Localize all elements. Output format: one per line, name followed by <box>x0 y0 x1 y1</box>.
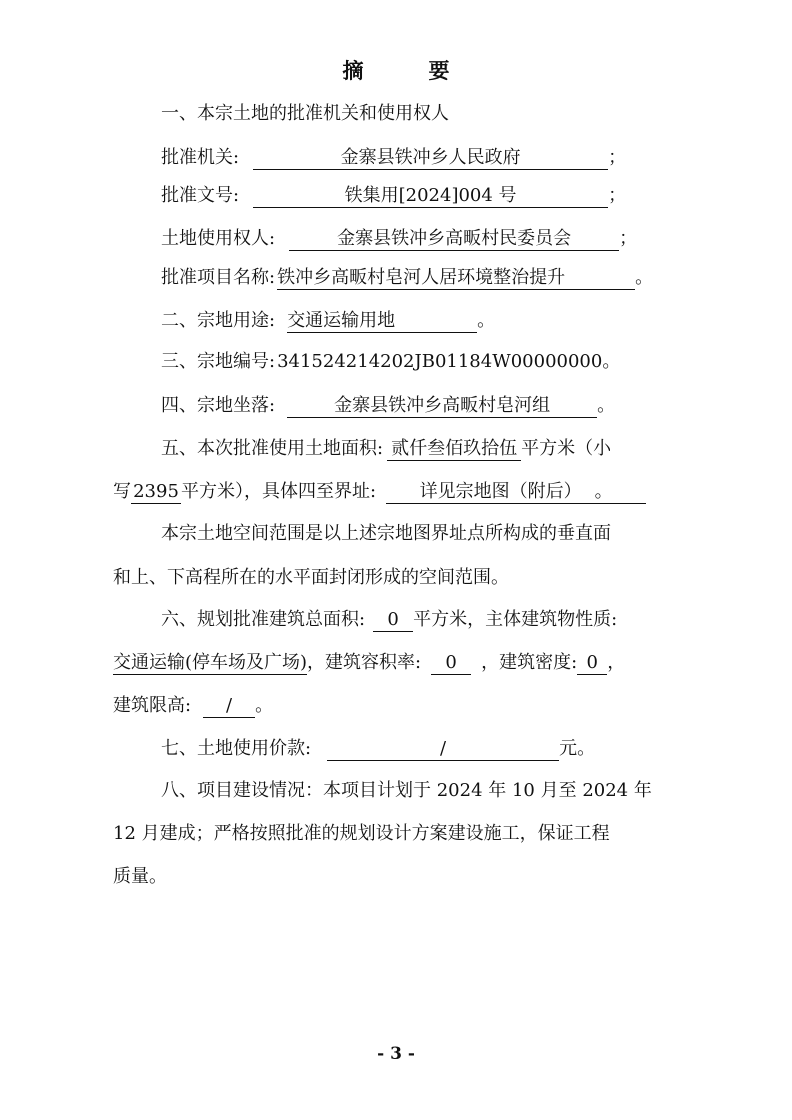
boundary-end: 。 <box>594 481 613 502</box>
height-limit-label: 建筑限高: <box>113 695 192 716</box>
parcel-number-end: 。 <box>602 351 621 372</box>
project-name-value: 铁冲乡高畈村皂河人居环境整治提升 <box>277 267 635 290</box>
land-area-label: 五、本次批准使用土地面积: <box>161 438 384 459</box>
land-user-row <box>161 227 637 251</box>
height-limit-value: / <box>203 695 255 718</box>
land-price-row <box>161 737 595 761</box>
section-1-heading: 一、本宗土地的批准机关和使用权人 <box>161 103 449 124</box>
land-use-label: 二、宗地用途: <box>161 310 276 331</box>
planning-nature-label: 平方米，主体建筑物性质: <box>413 609 618 630</box>
boundary-label: 平方米），具体四至界址: <box>181 481 377 502</box>
density-end: ， <box>607 652 626 673</box>
page-number: - 3 - <box>377 1044 415 1064</box>
scope-line-2: 和上、下高程所在的水平面封闭形成的空间范围。 <box>113 567 509 588</box>
planning-area-label: 六、规划批准建筑总面积: <box>161 609 366 630</box>
approval-org-row <box>161 146 626 170</box>
height-limit-end: 。 <box>255 695 274 716</box>
approval-no-label: 批准文号: <box>161 185 240 206</box>
location-value: 金寨县铁冲乡高畈村皂河组 <box>287 395 597 418</box>
parcel-number-value: 341524214202JB01184W00000000 <box>277 351 603 372</box>
project-name-row <box>161 266 653 290</box>
height-limit-row <box>113 694 273 718</box>
approval-no-value: 铁集用[2024]004 号 <box>253 185 608 208</box>
far-value: 0 <box>431 652 471 675</box>
construction-line-3: 质量。 <box>113 866 167 887</box>
density-value: 0 <box>577 652 607 675</box>
land-price-value: / <box>327 738 559 761</box>
approval-org-label: 批准机关: <box>161 147 240 168</box>
land-user-value: 金寨县铁冲乡高畈村民委员会 <box>289 228 619 251</box>
planning-area-value: 0 <box>373 609 413 632</box>
land-user-end: ； <box>619 228 638 249</box>
land-area-lower-prefix: 写 <box>113 481 131 502</box>
land-area-unit-text: 平方米（小 <box>521 438 612 459</box>
project-name-label: 批准项目名称: <box>161 267 276 288</box>
land-price-unit: 元。 <box>559 738 596 759</box>
scope-line-1: 本宗土地空间范围是以上述宗地图界址点所构成的垂直面 <box>161 523 611 544</box>
land-area-upper: 贰仟叁佰玖拾伍 <box>387 438 521 461</box>
land-area-lower: 2395 <box>131 481 181 504</box>
land-use-value: 交通运输用地 <box>287 310 477 333</box>
approval-no-end: ； <box>608 185 627 206</box>
planning-row-2 <box>113 651 625 675</box>
boundary-text: 详见宗地图（附后） <box>419 481 573 502</box>
building-nature-value: 交通运输(停车场及广场) <box>113 652 308 673</box>
land-use-row <box>161 309 495 333</box>
land-use-end: 。 <box>477 310 496 331</box>
land-area-row-1 <box>161 437 611 461</box>
construction-line-2: 12 月建成；严格按照批准的规划设计方案建设施工，保证工程 <box>113 823 610 844</box>
location-end: 。 <box>597 395 616 416</box>
location-label: 四、宗地坐落: <box>161 395 276 416</box>
construction-line-1: 八、项目建设情况：本项目计划于 2024 年 10 月至 2024 年 <box>161 780 652 801</box>
far-label: ，建筑容积率: <box>307 652 422 673</box>
project-name-end: 。 <box>635 267 654 288</box>
approval-no-row <box>161 184 626 208</box>
land-user-label: 土地使用权人: <box>161 228 276 249</box>
approval-org-value: 金寨县铁冲乡人民政府 <box>253 147 608 170</box>
planning-row-1 <box>161 608 617 632</box>
page-title: 摘 要 <box>342 58 472 83</box>
parcel-number-row <box>161 350 620 374</box>
parcel-number-label: 三、宗地编号: <box>161 351 276 372</box>
density-label: ，建筑密度: <box>481 652 578 673</box>
land-area-row-2 <box>113 480 646 504</box>
land-price-label: 七、土地使用价款: <box>161 738 312 759</box>
location-row <box>161 394 615 418</box>
boundary-value <box>386 481 646 504</box>
approval-org-end: ； <box>608 147 627 168</box>
